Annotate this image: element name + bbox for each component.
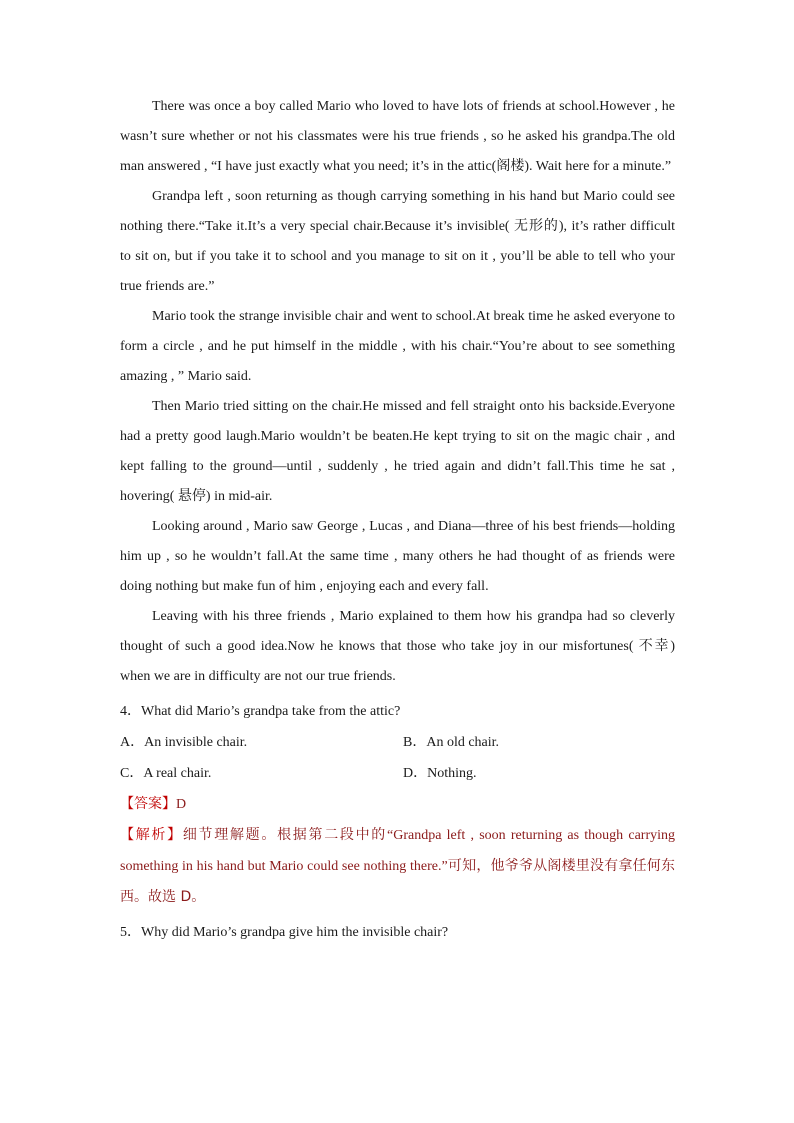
analysis-text-conclusion: 可知，他爷爷从阁楼里没有拿任何东西。故选 D。 [120, 858, 676, 905]
analysis-tag: 【解析】 [120, 827, 183, 843]
option-b: B．An old chair. [403, 735, 500, 750]
option-c: C．A real chair. [120, 766, 212, 781]
answer-tag: 【答案】 [120, 796, 176, 812]
passage-paragraph-4: Then Mario tried sitting on the chair.He missed and fell straight onto his backside.Everyone had a pretty good laugh.Mario wouldn’t be beaten.He kept trying to sit on the magic chair , and kept falling to the ground—until , suddenly , he tried again and didn’t fall.This time he sat , hovering( 悬停) in mid-air. [120, 399, 675, 504]
question-4: 4．What did Mario’s grandpa take from the attic? [120, 704, 401, 719]
passage-paragraph-2: Grandpa left , soon returning as though carrying something in his hand but Mario could see nothing there.“Take it.It’s a very special chair.Because it’s invisible( 无形的), it’s rather difficult to sit on, but if you take it to school and you manage to sit on it , you’ll be able to tell who your true friends are.” [120, 189, 675, 294]
analysis-text-intro: 细节理解题。根据第二段中的 [182, 827, 388, 843]
option-a: A．An invisible chair. [120, 735, 248, 750]
passage-paragraph-3: Mario took the strange invisible chair and went to school.At break time he asked everyone to form a circle , and he put himself in the middle , with his chair.“You’re about to see something amazing , ” Mario said. [120, 309, 675, 384]
answer-line [120, 789, 675, 820]
passage-paragraph-5: Looking around , Mario saw George , Lucas , and Diana—three of his best friends—holding him up , so he wouldn’t fall.At the same time , many others he had thought of as friends were doing nothing but make fun of him , enjoying each and every fall. [120, 519, 675, 594]
document-page [120, 92, 675, 948]
option-d: D．Nothing. [403, 766, 477, 781]
passage-paragraph-1: There was once a boy called Mario who loved to have lots of friends at school.However , he wasn’t sure whether or not his classmates were his true friends , so he asked his grandpa.The old man answered , “I have just exactly what you need; it’s in the attic(阁楼). Wait here for a minute.” [120, 99, 675, 174]
question-4-options [120, 727, 675, 789]
question-5: 5．Why did Mario’s grandpa give him the invisible chair? [120, 925, 449, 940]
analysis-block [120, 820, 675, 913]
analysis-quote: “Grandpa left , soon returning as though carrying something in his hand but Mario could see nothing there.” [120, 828, 676, 874]
answer-value: D [176, 797, 187, 812]
passage-paragraph-6: Leaving with his three friends , Mario explained to them how his grandpa had so cleverly thought of such a good idea.Now he knows that those who take joy in our misfortunes( 不幸) when we are in difficulty are not our true friends. [120, 609, 675, 684]
